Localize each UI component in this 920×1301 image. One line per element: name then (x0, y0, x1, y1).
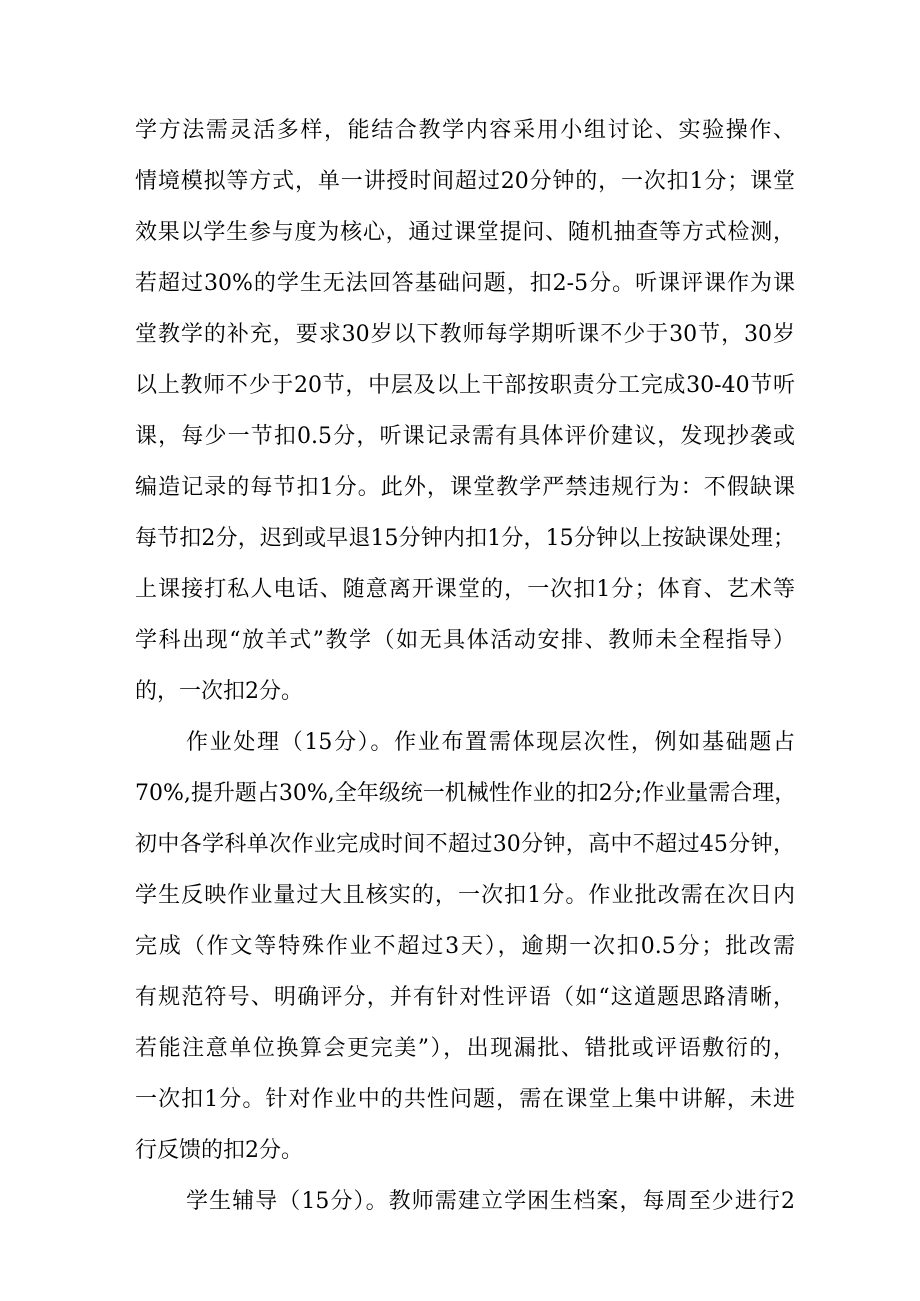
paragraph-line: 一次扣1分。针对作业中的共性问题，需在课堂上集中讲解，未进 (135, 1087, 795, 1112)
paragraph-line: 若能注意单位换算会更完美”），出现漏批、错批或评语敷衍的， (135, 1036, 795, 1061)
paragraph-line: 以上教师不少于20节，中层及以上干部按职责分工完成30-40节听 (135, 373, 795, 398)
paragraph-line: 若超过30%的学生无法回答基础问题，扣2-5分。听课评课作为课 (135, 271, 795, 296)
paragraph-line: 情境模拟等方式，单一讲授时间超过20分钟的，一次扣1分；课堂 (135, 169, 795, 194)
paragraph-line: 有规范符号、明确评分，并有针对性评语（如“这道题思路清晰， (135, 985, 795, 1010)
section-heading-line: 学生辅导（15分）。教师需建立学困生档案，每周至少进行2 (186, 1189, 795, 1214)
paragraph-line: 上课接打私人电话、随意离开课堂的，一次扣1分；体育、艺术等 (135, 577, 795, 602)
paragraph-line: 学生反映作业量过大且核实的，一次扣1分。作业批改需在次日内 (135, 883, 795, 908)
paragraph-line: 课，每少一节扣0.5分，听课记录需有具体评价建议，发现抄袭或 (135, 424, 795, 449)
paragraph-line: 每节扣2分，迟到或早退15分钟内扣1分，15分钟以上按缺课处理； (135, 526, 795, 551)
paragraph-line: 的，一次扣2分。 (135, 679, 303, 704)
paragraph-line: 完成（作文等特殊作业不超过3天），逾期一次扣0.5分；批改需 (135, 934, 795, 959)
section-heading-line: 作业处理（15分）。作业布置需体现层次性，例如基础题占 (186, 730, 795, 755)
paragraph-line: 初中各学科单次作业完成时间不超过30分钟，高中不超过45分钟， (135, 832, 795, 857)
paragraph-line: 编造记录的每节扣1分。此外，课堂教学严禁违规行为：不假缺课 (135, 475, 795, 500)
paragraph-line: 学科出现“放羊式”教学（如无具体活动安排、教师未全程指导） (135, 628, 795, 653)
paragraph-line: 行反馈的扣2分。 (135, 1138, 303, 1163)
paragraph-line: 学方法需灵活多样，能结合教学内容采用小组讨论、实验操作、 (135, 118, 795, 143)
paragraph-line: 效果以学生参与度为核心，通过课堂提问、随机抽查等方式检测， (135, 220, 795, 245)
paragraph-line: 70%,提升题占30%,全年级统一机械性作业的扣2分;作业量需合理， (135, 781, 797, 806)
paragraph-line: 堂教学的补充，要求30岁以下教师每学期听课不少于30节，30岁 (135, 322, 795, 347)
